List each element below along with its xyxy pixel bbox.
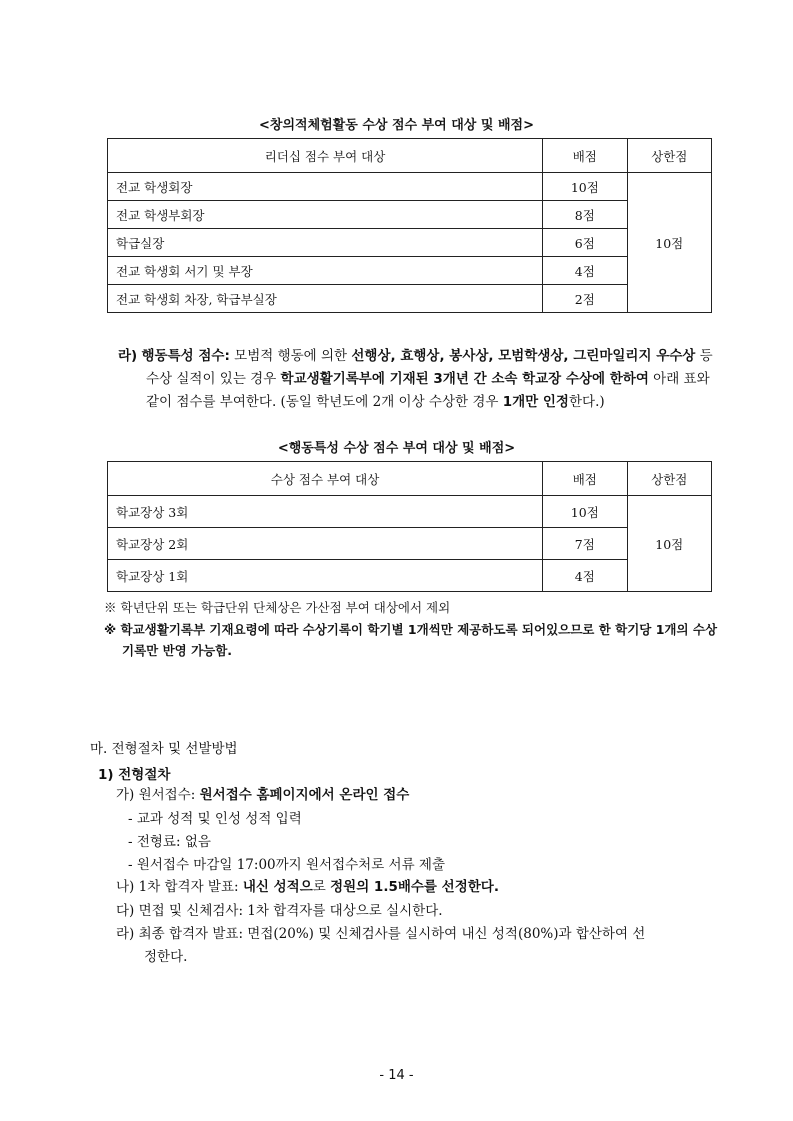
table2-row3-target: 학교장상 1회 (108, 560, 543, 592)
step-interview: 다) 면접 및 신체검사: 1차 합격자를 대상으로 실시한다. (116, 903, 443, 919)
table1-row5-target: 전교 학생회 차장, 학급부실장 (108, 285, 543, 313)
table1-row2-score: 8점 (543, 201, 627, 229)
table-row (108, 229, 712, 257)
table1-header-cap: 상한점 (627, 139, 711, 173)
table1-caption: <창의적체험활동 수상 점수 부여 대상 및 배점> (259, 118, 534, 133)
table1-cap: 10점 (627, 173, 711, 313)
table1-header-target: 리더십 점수 부여 대상 (108, 139, 543, 173)
table2-row1-score: 10점 (543, 496, 627, 528)
table1-row1-score: 10점 (543, 173, 627, 201)
table-row (108, 285, 712, 313)
step-application-online: 원서접수 홈페이지에서 온라인 접수 (199, 787, 410, 803)
note-group-award-exclusion (104, 597, 719, 618)
step-final-continued: 정한다. (144, 949, 188, 965)
note-mark-icon: ※ (104, 600, 117, 615)
step-first-round (116, 875, 499, 895)
bullet-fee: - 전형료: 없음 (128, 834, 211, 850)
table1-row5-score: 2점 (543, 285, 627, 313)
note-text: 학년단위 또는 학급단위 단체상은 가산점 부여 대상에서 제외 (120, 600, 451, 615)
step-first-round-grades: 내신 성적으 (242, 879, 313, 895)
table1-row3-score: 6점 (543, 229, 627, 257)
subsection-heading: 1) 전형절차 (98, 767, 171, 783)
behavior-score-paragraph (118, 345, 720, 414)
paragraph-text-4: 한다.) (568, 394, 605, 410)
table2-header-cap: 상한점 (627, 462, 711, 496)
table-row (108, 560, 712, 592)
paragraph-text-2: 등 수상 실적이 있는 경우 (146, 348, 713, 387)
paragraph-one-only: 1개만 인정 (502, 394, 569, 410)
paragraph-text-1: 모범적 행동에 의한 (229, 348, 352, 364)
paragraph-awards: 선행상, 효행상, 봉사상, 모범학생상, 그린마일리지 우수상 (351, 348, 696, 364)
table-behavior-awards (107, 461, 712, 592)
table2-header-score: 배점 (543, 462, 627, 496)
step-application-label: 가) 원서접수: (116, 787, 200, 803)
paragraph-condition: 학교생활기록부에 기재된 3개년 간 소속 학교장 수상에 한하여 (280, 371, 649, 387)
table2-cap: 10점 (627, 496, 711, 592)
table-row (108, 173, 712, 201)
step-application (116, 783, 409, 803)
step-first-round-text: 로 (312, 879, 331, 895)
table2-caption: <행동특성 수상 점수 부여 대상 및 배점> (277, 441, 516, 456)
paragraph-marker: 라) (118, 348, 138, 364)
table-row (108, 257, 712, 285)
note-one-record-per-semester (104, 619, 719, 661)
table-row (108, 496, 712, 528)
table1-row1-target: 전교 학생회장 (108, 173, 543, 201)
table1-header-score: 배점 (543, 139, 627, 173)
paragraph-text-3: 아래 표와 같이 점수를 부여한다. (동일 학년도에 2개 이상 수상한 경우 (146, 371, 710, 410)
step-final: 라) 최종 합격자 발표: 면접(20%) 및 신체검사를 실시하여 내신 성적(80%)과 합산하여 선 (116, 926, 646, 942)
table1-row4-target: 전교 학생회 서기 및 부장 (108, 257, 543, 285)
step-first-round-ratio: 정원의 1.5배수를 선정한다. (330, 879, 499, 895)
table1-row4-score: 4점 (543, 257, 627, 285)
note-mark-icon: ※ (104, 622, 117, 637)
step-first-round-label: 나) 1차 합격자 발표: (116, 879, 243, 895)
table2-row1-target: 학교장상 3회 (108, 496, 543, 528)
table1-row3-target: 학급실장 (108, 229, 543, 257)
table2-header-target: 수상 점수 부여 대상 (108, 462, 543, 496)
bullet-grade-input: - 교과 성적 및 인성 성적 입력 (128, 811, 302, 827)
table1-row2-target: 전교 학생부회장 (108, 201, 543, 229)
table-leadership-scores (107, 138, 712, 313)
table-row (108, 201, 712, 229)
table2-row2-score: 7점 (543, 528, 627, 560)
bullet-deadline: - 원서접수 마감일 17:00까지 원서접수처로 서류 제출 (128, 857, 445, 873)
paragraph-title: 행동특성 점수: (141, 348, 230, 364)
table2-row2-target: 학교장상 2회 (108, 528, 543, 560)
note-text: 학교생활기록부 기재요령에 따라 수상기록이 학기별 1개씩만 제공하도록 되어있으므로 한 학기당 1개의 수상기록만 반영 가능함. (120, 622, 718, 658)
table-row (108, 528, 712, 560)
table2-row3-score: 4점 (543, 560, 627, 592)
page-number: - 14 - (379, 1068, 414, 1083)
section-heading: 마. 전형절차 및 선발방법 (90, 741, 238, 757)
